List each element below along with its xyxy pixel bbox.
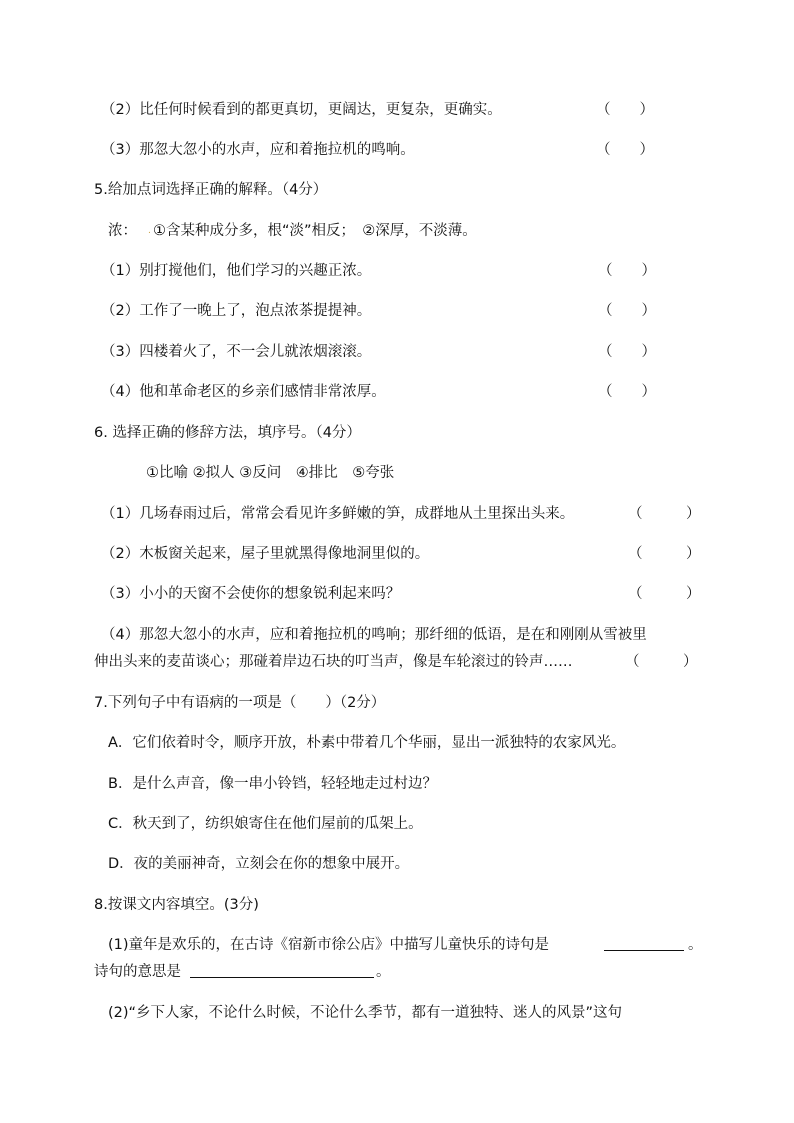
- option-line: [0, 813, 794, 835]
- question-line: [0, 624, 794, 646]
- question-line: [0, 651, 794, 673]
- answer-parentheses[interactable]: （ ）: [628, 506, 701, 522]
- section-heading: [0, 179, 794, 201]
- punctuation: 。: [688, 937, 703, 953]
- question-line: [0, 139, 794, 161]
- question-text: （1）几场春雨过后，常常会看见许多鲜嫩的笋，成群地从土里探出头来。: [101, 506, 575, 522]
- options-text: ①含某种成分多，根“淡”相反； ②深厚，不淡薄。: [153, 223, 477, 239]
- answer-parentheses[interactable]: （ ）: [628, 586, 701, 602]
- question-text: （3）小小的天窗不会使你的想象锐利起来吗？: [101, 586, 401, 602]
- punctuation: 。: [376, 964, 391, 980]
- answer-parentheses[interactable]: （ ）: [596, 102, 654, 118]
- question-line: [0, 961, 794, 983]
- question-text: 诗句的意思是: [94, 964, 181, 980]
- section-7-heading: 7.下列句子中有语病的一项是（ ）（2分）: [94, 695, 386, 711]
- question-text: (2)“乡下人家，不论什么时候，不论什么季节，都有一道独特、迷人的风景”这句: [108, 1005, 623, 1021]
- question-text: （2）木板窗关起来，屋子里就黑得像地洞里似的。: [101, 546, 430, 562]
- option-line: [0, 732, 794, 754]
- answer-parentheses[interactable]: （ ）: [598, 384, 656, 400]
- section-8-heading: 8.按课文内容填空。(3分): [94, 897, 259, 913]
- section-heading: [0, 692, 794, 714]
- section-heading: [0, 422, 794, 444]
- question-line: [0, 341, 794, 363]
- question-line: [0, 503, 794, 525]
- section-5-heading: 5.给加点词选择正确的解释。（4分）: [94, 182, 328, 198]
- option-d[interactable]: D．夜的美丽神奇，立刻会在你的想象中展开。: [108, 856, 410, 872]
- question-line: [0, 260, 794, 282]
- option-c[interactable]: C．秋天到了，纺织娘寄住在他们屋前的瓜架上。: [108, 816, 423, 832]
- answer-parentheses[interactable]: （ ）: [598, 263, 656, 279]
- question-text: （4）那忽大忽小的水声，应和着拖拉机的鸣响；那纤细的低语，是在和刚刚从雪被里: [101, 627, 647, 643]
- answer-parentheses[interactable]: （ ）: [628, 546, 701, 562]
- answer-parentheses[interactable]: （ ）: [596, 142, 654, 158]
- option-line: [0, 773, 794, 795]
- question-line: [0, 583, 794, 605]
- question-text: （1）别打搅他们，他们学习的兴趣正浓。: [101, 263, 372, 279]
- options-line: [0, 462, 794, 484]
- question-line: [0, 300, 794, 322]
- fill-blank[interactable]: [604, 934, 684, 958]
- fill-blank[interactable]: [190, 961, 374, 985]
- question-text: （2）工作了一晚上了，泡点浓茶提提神。: [101, 303, 372, 319]
- question-line: [0, 934, 794, 956]
- dot-mark-icon: .: [148, 226, 151, 236]
- question-text: （2）比任何时候看到的都更真切，更阔达，更复杂，更确实。: [101, 102, 502, 118]
- option-b[interactable]: B．是什么声音，像一串小铃铛，轻轻地走过村边？: [108, 776, 437, 792]
- question-text: （3）那忽大忽小的水声，应和着拖拉机的鸣响。: [101, 142, 415, 158]
- answer-parentheses[interactable]: （ ）: [598, 344, 656, 360]
- question-text: 伸出头来的麦苗谈心；那碰着岸边石块的叮当声，像是车轮滚过的铃声……: [94, 654, 573, 670]
- options-line: [0, 220, 794, 242]
- question-text: （4）他和革命老区的乡亲们感情非常浓厚。: [101, 384, 386, 400]
- answer-parentheses[interactable]: （ ）: [598, 303, 656, 319]
- option-line: [0, 853, 794, 875]
- question-line: [0, 543, 794, 565]
- question-line: [0, 381, 794, 403]
- section-heading: [0, 894, 794, 916]
- question-text: （3）四楼着火了，不一会儿就浓烟滚滚。: [101, 344, 372, 360]
- question-text: (1)童年是欢乐的，在古诗《宿新市徐公店》中描写儿童快乐的诗句是: [108, 937, 550, 953]
- options-text: ①比喻 ②拟人 ③反问 ④排比 ⑤夸张: [146, 465, 395, 481]
- options-label: 浓：: [108, 223, 137, 239]
- option-a[interactable]: A．它们依着时令，顺序开放，朴素中带着几个华丽，显出一派独特的农家风光。: [108, 735, 626, 751]
- answer-parentheses[interactable]: （ ）: [625, 654, 698, 670]
- section-6-heading: 6. 选择正确的修辞方法，填序号。（4分）: [94, 425, 361, 441]
- question-line: [0, 1002, 794, 1024]
- question-line: [0, 99, 794, 121]
